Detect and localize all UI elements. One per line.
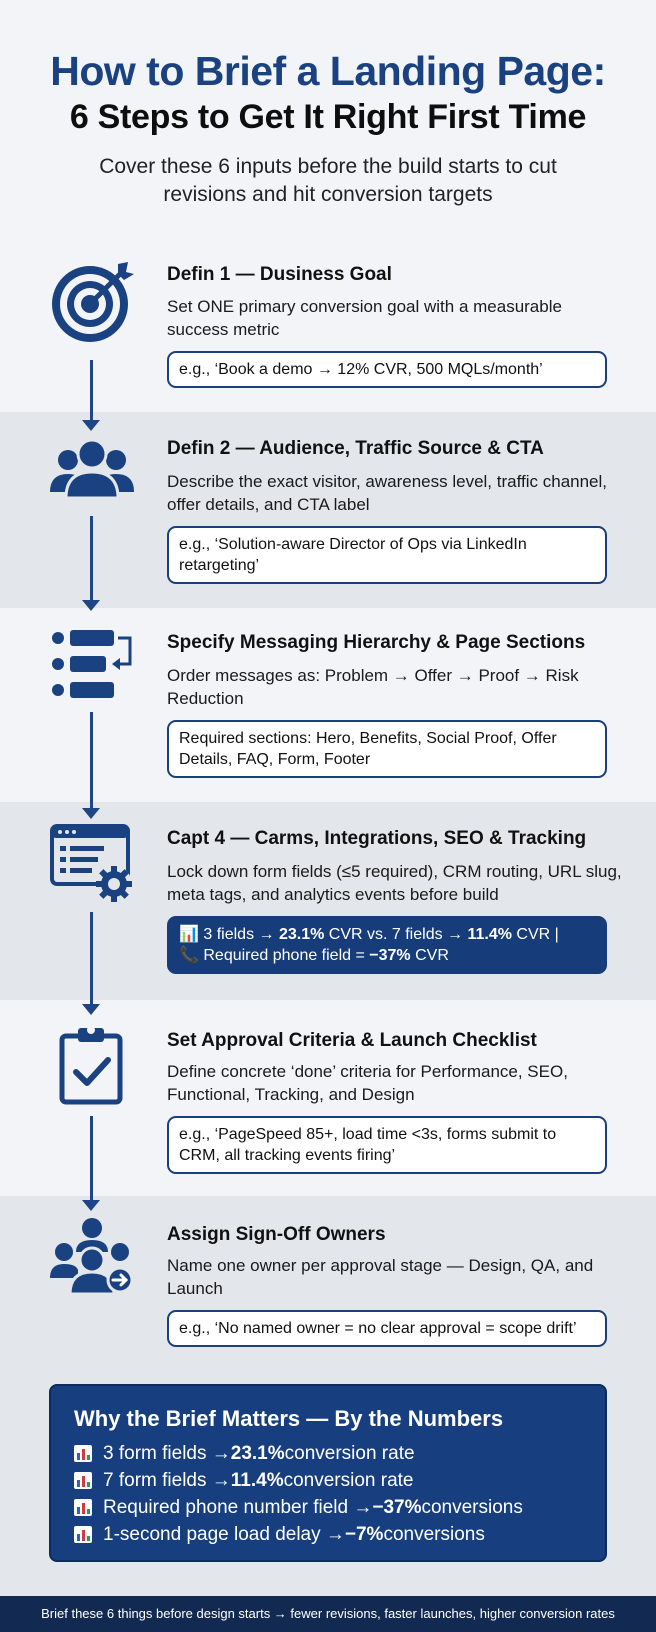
connector-line (90, 912, 93, 1006)
step-description: Set ONE primary conversion goal with a measurable success metric (167, 297, 562, 339)
step-example: e.g., ‘Solution-aware Director of Ops via LinkedIn retargeting’ (167, 526, 607, 584)
footer-banner: Brief these 6 things before design starts → fewer revisions, faster launches, higher conversion rates (0, 1596, 656, 1632)
step-example: e.g., ‘Book a demo → 12% CVR, 500 MQLs/month’ (167, 351, 607, 388)
connector-line (90, 360, 93, 422)
page-title-secondary: 6 Steps to Get It Right First Time (69, 98, 587, 136)
page-subtitle: Cover these 6 inputs before the build starts to cut revisions and hit conversion targets (99, 155, 557, 206)
arrow-down-icon (82, 1004, 100, 1015)
step-description: Describe the exact visitor, awareness level, traffic channel, offer details, and CTA label (167, 472, 608, 514)
chart-emoji: 📊 (179, 926, 199, 943)
step-description: Name one owner per approval stage — Design, QA, and Launch (167, 1256, 594, 1298)
arrow-down-icon (82, 808, 100, 819)
step-title: Specify Messaging Hierarchy & Page Sections (167, 632, 586, 653)
bar-chart-icon (74, 1499, 92, 1516)
settings-window-icon (48, 820, 136, 908)
target-icon (48, 258, 136, 346)
connector-line (90, 712, 93, 810)
step-example-stats: 📊 3 fields → 23.1% CVR vs. 7 fields → 11.4% CVR | 📞 Required phone field = −37% CVR (167, 916, 607, 974)
step-title: Set Approval Criteria & Launch Checklist (167, 1030, 537, 1051)
step-example: Required sections: Hero, Benefits, Social Proof, Offer Details, FAQ, Form, Footer (167, 720, 607, 778)
connector-line (90, 516, 93, 602)
stat-row: 1-second page load delay → −7% conversions (74, 1521, 523, 1548)
team-owners-icon (48, 1214, 136, 1302)
phone-emoji: 📞 (179, 947, 199, 964)
step-title: Defin 1 — Dusiness Goal (167, 264, 392, 285)
arrow-down-icon (82, 1200, 100, 1211)
step-example: e.g., ‘PageSpeed 85+, load time <3s, forms submit to CRM, all tracking events firing’ (167, 1116, 607, 1174)
page-title: How to Brief a Landing Page: (50, 48, 606, 94)
step-description: Lock down form fields (≤5 required), CRM routing, URL slug, meta tags, and analytics events before build (167, 862, 622, 904)
hierarchy-icon (48, 624, 136, 712)
stats-box (49, 1384, 607, 1562)
bar-chart-icon (74, 1472, 92, 1489)
audience-icon (48, 430, 136, 518)
clipboard-check-icon (48, 1022, 136, 1110)
step-description: Order messages as: Problem → Offer → Proof → Risk Reduction (167, 666, 579, 708)
connector-line (90, 1116, 93, 1202)
bar-chart-icon (74, 1445, 92, 1462)
stats-title: Why the Brief Matters — By the Numbers (74, 1406, 504, 1431)
step-title: Assign Sign-Off Owners (167, 1224, 386, 1245)
stats-list (74, 1440, 523, 1548)
step-title: Capt 4 — Carms, Integrations, SEO & Tracking (167, 828, 587, 849)
step-title: Defin 2 — Audience, Traffic Source & CTA (167, 438, 544, 459)
stat-row: 3 form fields → 23.1% conversion rate (74, 1440, 523, 1467)
step-example: e.g., ‘No named owner = no clear approval = scope drift’ (167, 1310, 607, 1347)
step-description: Define concrete ‘done’ criteria for Performance, SEO, Functional, Tracking, and Design (167, 1062, 568, 1104)
bar-chart-icon (74, 1526, 92, 1543)
stat-row: 7 form fields → 11.4% conversion rate (74, 1467, 523, 1494)
arrow-down-icon (82, 600, 100, 611)
stat-row: Required phone number field → −37% conversions (74, 1494, 523, 1521)
